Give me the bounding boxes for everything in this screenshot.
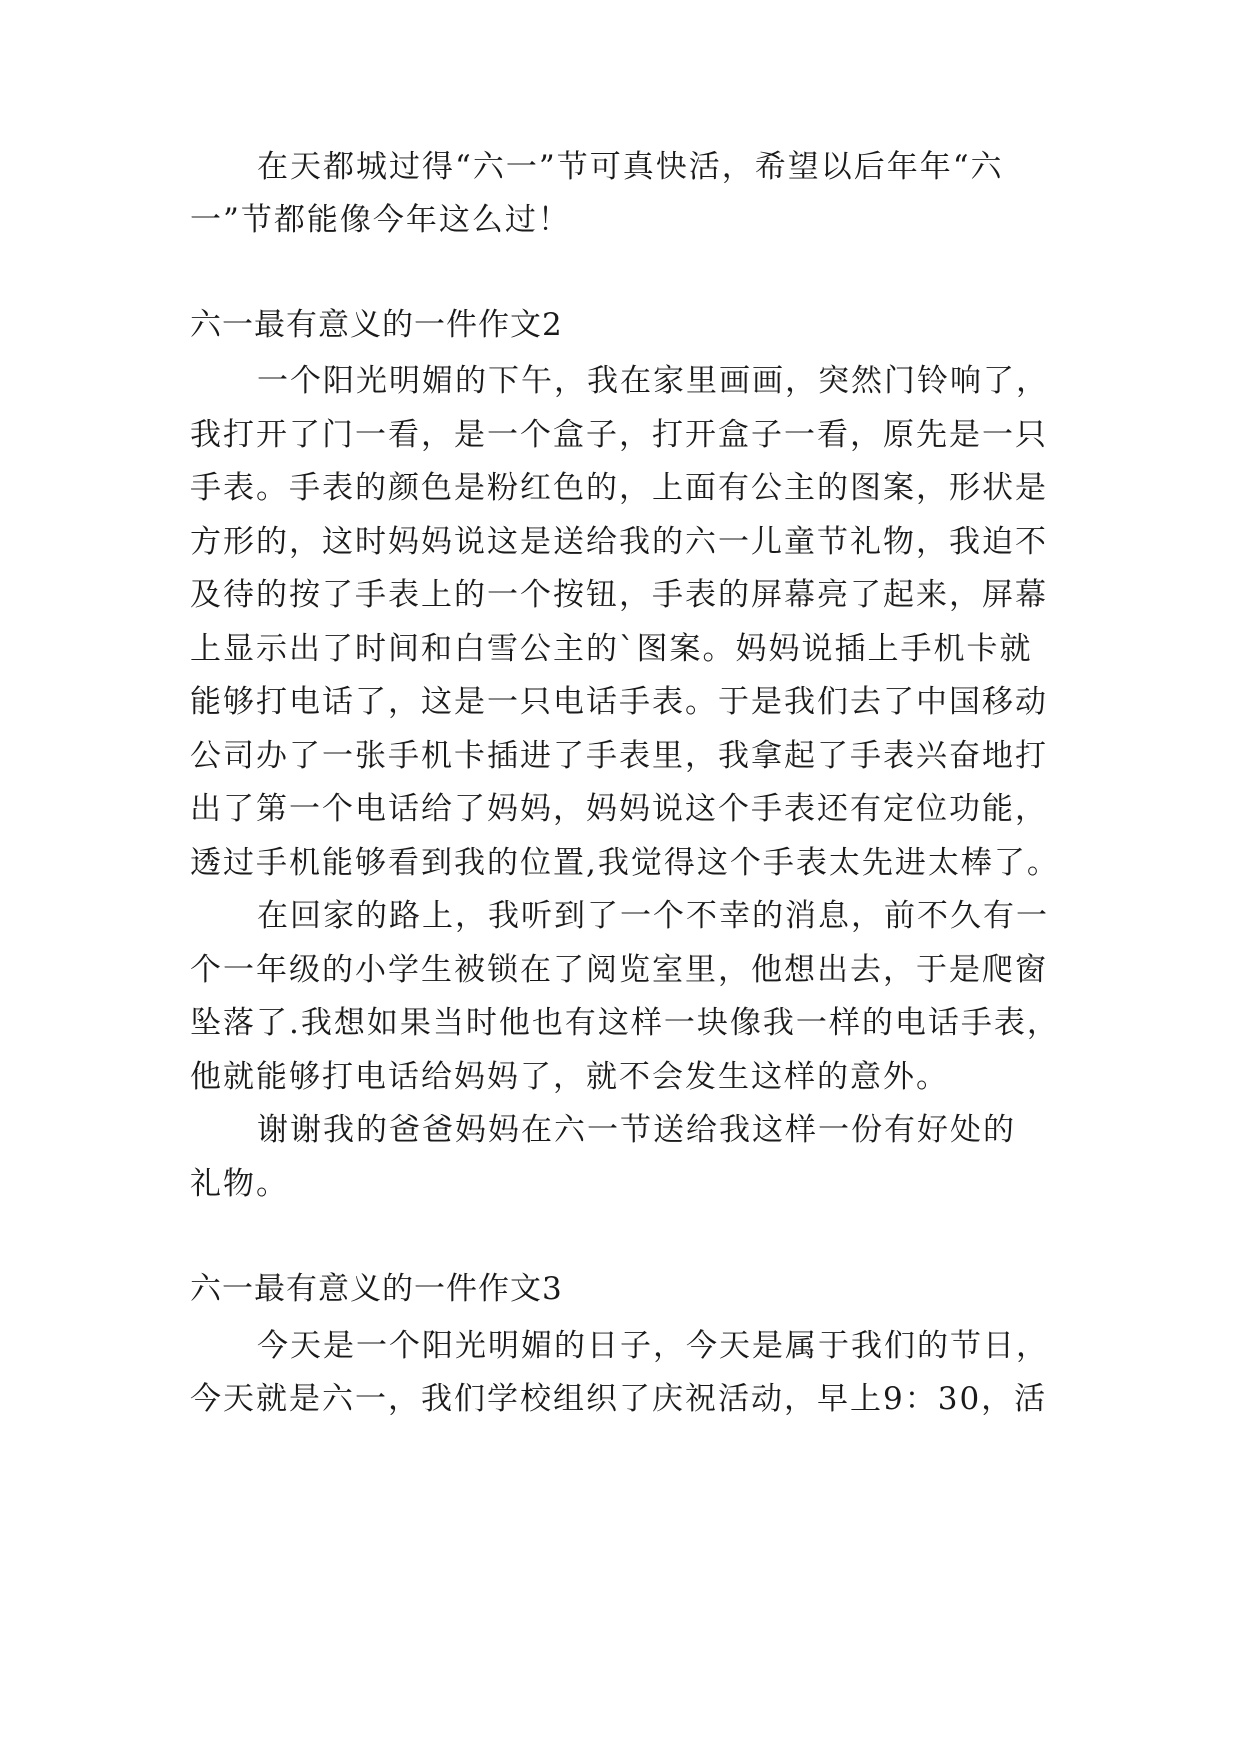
text-line: 公司办了一张手机卡插进了手表里，我拿起了手表兴奋地打 xyxy=(190,738,1048,774)
text-line: 能够打电话了，这是一只电话手表。于是我们去了中国移动 xyxy=(190,684,1048,720)
text-line: 我打开了门一看，是一个盒子，打开盒子一看，原先是一只 xyxy=(190,417,1048,453)
text-line: 在天都城过得“六一”节可真快活，希望以后年年“六 xyxy=(257,149,1004,185)
text-line: 他就能够打电话给妈妈了，就不会发生这样的意外。 xyxy=(190,1059,949,1095)
text-line: 上显示出了时间和白雪公主的`图案。妈妈说插上手机卡就 xyxy=(190,631,1033,667)
text-line: 今天就是六一，我们学校组织了庆祝活动，早上9：30，活 xyxy=(190,1381,1048,1417)
text-line: 在回家的路上，我听到了一个不幸的消息，前不久有一 xyxy=(257,898,1049,934)
text-line: 手表。手表的颜色是粉红色的，上面有公主的图案，形状是 xyxy=(190,470,1048,506)
text-line: 透过手机能够看到我的位置,我觉得这个手表太先进太棒了。 xyxy=(190,845,1060,881)
text-line: 坠落了.我想如果当时他也有这样一块像我一样的电话手表， xyxy=(190,1005,1060,1041)
text-line: 一”节都能像今年这么过！ xyxy=(190,202,571,238)
text-line: 及待的按了手表上的一个按钮，手表的屏幕亮了起来，屏幕 xyxy=(190,577,1048,613)
text-line: 谢谢我的爸爸妈妈在六一节送给我这样一份有好处的 xyxy=(257,1112,1016,1148)
text-line: 个一年级的小学生被锁在了阅览室里，他想出去，于是爬窗 xyxy=(190,952,1048,988)
text-line: 今天是一个阳光明媚的日子，今天是属于我们的节日， xyxy=(257,1328,1049,1364)
essay-3-heading: 六一最有意义的一件作文3 xyxy=(190,1271,563,1307)
text-line: 出了第一个电话给了妈妈，妈妈说这个手表还有定位功能， xyxy=(190,791,1048,827)
text-line: 方形的，这时妈妈说这是送给我的六一儿童节礼物，我迫不 xyxy=(190,524,1048,560)
text-line: 礼物。 xyxy=(190,1166,289,1202)
text-line: 一个阳光明媚的下午，我在家里画画，突然门铃响了， xyxy=(257,363,1049,399)
essay-2-heading: 六一最有意义的一件作文2 xyxy=(190,307,563,343)
